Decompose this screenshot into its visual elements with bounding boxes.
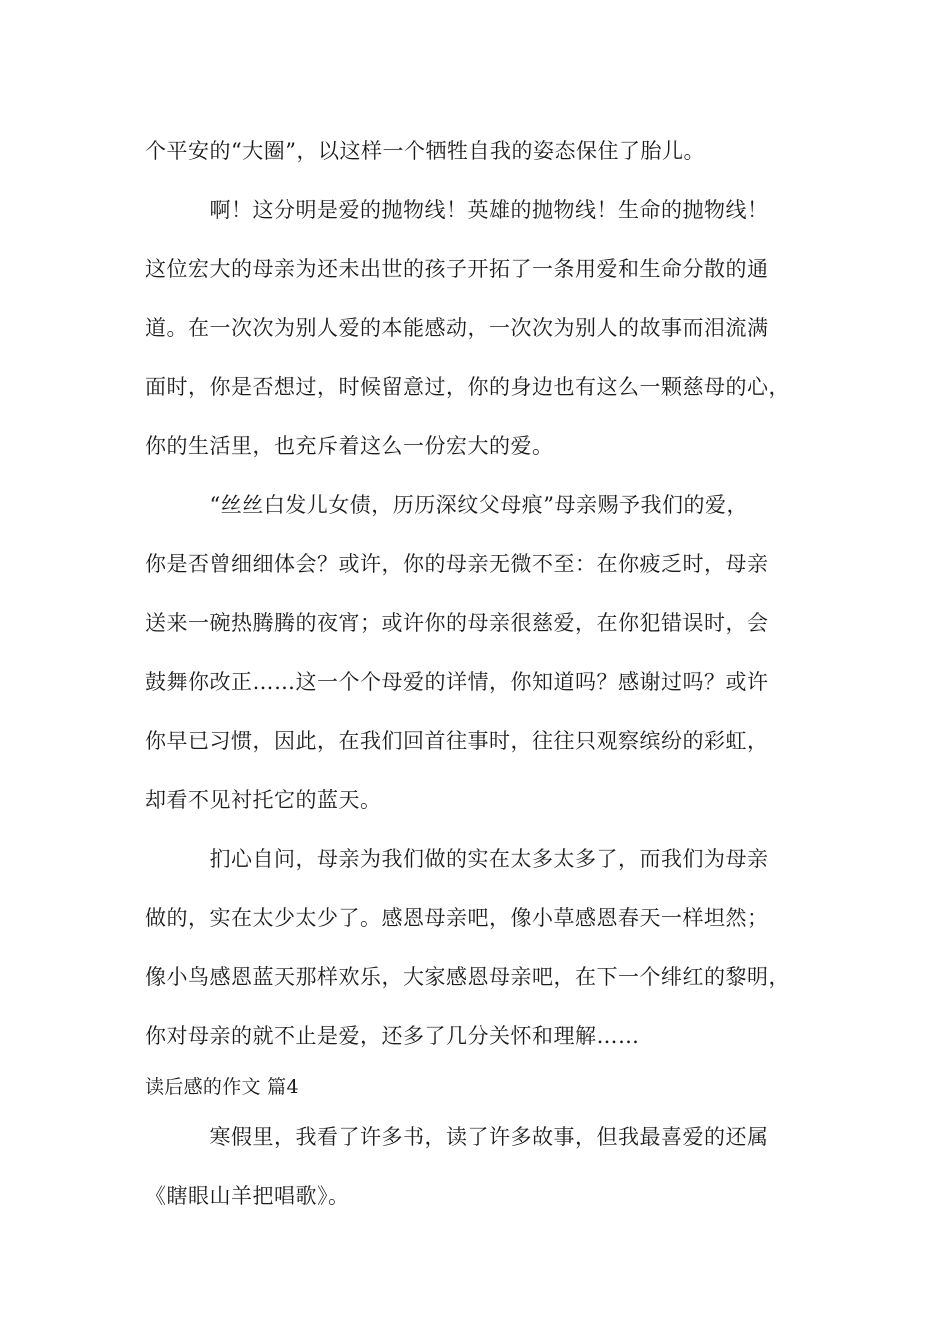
text-line: 寒假里，我看了许多书，读了许多故事，但我最喜爱的还属 [145, 1125, 769, 1149]
text-line: 扪心自问，母亲为我们做的实在太多太多了，而我们为母亲 [145, 847, 769, 871]
text-line: 做的，实在太少太少了。感恩母亲吧，像小草感恩春天一样坦然； [145, 906, 769, 930]
text-line: 你的生活里，也充斥着这么一份宏大的爱。 [145, 434, 554, 458]
text-line: 你对母亲的就不止是爱，还多了几分关怀和理解…… [145, 1024, 640, 1048]
text-line: 送来一碗热腾腾的夜宵；或许你的母亲很慈爱，在你犯错误时，会 [145, 611, 769, 635]
text-line: 个平安的“大圈”，以这样一个牺牲自我的姿态保住了胎儿。 [145, 139, 705, 163]
text-line: 像小鸟感恩蓝天那样欢乐，大家感恩母亲吧，在下一个绯红的黎明， [145, 965, 790, 989]
text-line: “丝丝白发儿女债，历历深纹父母痕”母亲赐予我们的爱， [145, 493, 748, 517]
text-line: 《瞎眼山羊把唱歌》。 [145, 1184, 350, 1208]
text-line: 鼓舞你改正……这一个个母爱的详情，你知道吗？感谢过吗？或许 [145, 670, 769, 694]
text-line: 你早已习惯，因此，在我们回首往事时，往往只观察缤纷的彩虹， [145, 729, 769, 753]
text-line: 面时，你是否想过，时候留意过，你的身边也有这么一颗慈母的心， [145, 375, 790, 399]
text-line: 道。在一次次为别人爱的本能感动，一次次为别人的故事而泪流满 [145, 316, 769, 340]
text-line: 你是否曾细细体会？或许，你的母亲无微不至：在你疲乏时，母亲 [145, 552, 769, 576]
text-line: 啊！这分明是爱的抛物线！英雄的抛物线！生命的抛物线！ [145, 198, 769, 222]
text-line: 这位宏大的母亲为还未出世的孩子开拓了一条用爱和生命分散的通 [145, 257, 769, 281]
section-heading: 读后感的作文 篇4 [145, 1076, 299, 1098]
text-line: 却看不见衬托它的蓝天。 [145, 788, 382, 812]
